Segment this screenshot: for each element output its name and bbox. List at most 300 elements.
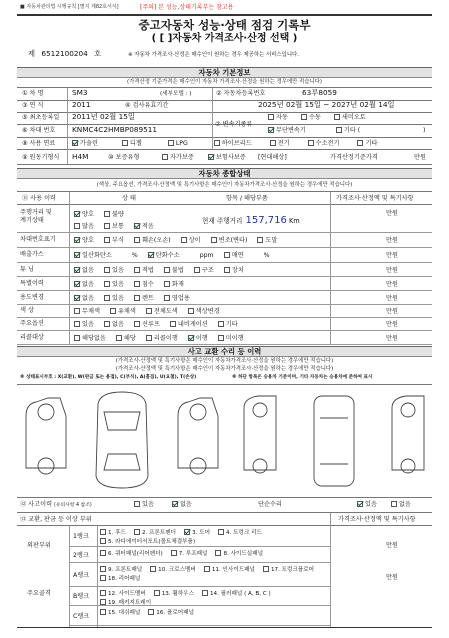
overall-row-options (74, 280, 344, 289)
rule (17, 137, 432, 138)
option-label: 없음 (82, 295, 94, 302)
checkbox[interactable] (146, 308, 152, 314)
overall-row-label: 리콜대상 (20, 334, 44, 341)
exchange-price-unit-1: 만원 (386, 542, 398, 549)
checkbox[interactable] (357, 140, 363, 146)
option-label: 적법 (141, 267, 154, 274)
checkbox[interactable] (168, 140, 174, 146)
option-label: 무단변속기 (276, 127, 306, 134)
checkbox[interactable] (122, 140, 128, 146)
checkbox[interactable] (74, 237, 80, 243)
checkbox[interactable] (148, 609, 154, 615)
overall-row-options (74, 251, 344, 260)
checkbox[interactable] (100, 566, 106, 572)
law-reference: ■ 자동차관리법 시행규칙 [별지 제82호서식] (20, 4, 119, 10)
overall-row-options (74, 307, 344, 316)
mileage-label: 현재 주행거리 (202, 217, 243, 225)
rank-label: A랭크 (73, 571, 90, 579)
mileage-unit: Km (286, 217, 300, 225)
rank-row (69, 607, 330, 626)
vin: KNMC4C2HMBP089511 (72, 125, 158, 134)
checkbox[interactable] (164, 295, 170, 301)
accident-history-options (134, 501, 192, 508)
checkbox[interactable] (104, 281, 110, 287)
option-label: 없음 (111, 321, 124, 328)
part-label: 9. 프론트패널 (108, 567, 143, 573)
checkbox[interactable] (188, 335, 194, 341)
transmission-options (268, 114, 366, 121)
checkbox[interactable] (74, 321, 80, 327)
option-label: 있음 (111, 281, 124, 288)
wheel-icon (38, 404, 54, 420)
checkbox[interactable] (334, 114, 340, 120)
option-label: 부식 (111, 237, 124, 244)
engine-label: ⑨ 원동기형식 (22, 154, 60, 161)
overall-row-label: 배출가스 (20, 251, 44, 258)
checkbox[interactable] (134, 295, 140, 301)
overall-row (17, 305, 432, 318)
overall-row (17, 264, 432, 277)
warranty-company: [현대해상] (258, 154, 287, 161)
wheel-icon (190, 404, 206, 420)
checkbox[interactable] (215, 550, 221, 556)
checkbox[interactable] (74, 281, 80, 287)
exchange-price-header: 가격조사·산정액 및 특기사항 (338, 516, 416, 523)
rule (17, 191, 432, 192)
number-suffix: 호 (94, 49, 102, 58)
part-label: 10. 크로스멤버 (158, 567, 196, 573)
checkbox[interactable] (224, 267, 230, 273)
car-name-label: ① 차 명 (22, 90, 44, 97)
overall-row-options (74, 294, 344, 303)
part-label: 6. 쿼터패널(리어펜더) (108, 551, 163, 557)
option-label: 이행 (195, 335, 208, 342)
year-label: ③ 연 식 (22, 102, 44, 109)
car-diagram-outer (20, 386, 225, 494)
checkbox[interactable] (218, 335, 224, 341)
option-label: 도말 (265, 237, 278, 244)
price-unit: 만원 (386, 210, 398, 217)
accident-history-label (20, 501, 92, 509)
unit-label: ppm (199, 252, 214, 259)
overall-subtitle: (색상, 주요옵션, 가격조사·산정액 및 특기사항은 매수인이 자동차가격조사·산정을 원하는 경우에만 적습니다) (96, 182, 353, 188)
option-label: 세미오토 (341, 114, 366, 121)
checkbox[interactable] (100, 609, 106, 615)
status-legend-2: ※ 하단 항목은 승용차 기준이며, 기타 자동차는 승용차에 준하여 표시 (232, 375, 373, 380)
warranty-label: ⑩ 보증유형 (108, 154, 140, 161)
rule (17, 164, 432, 165)
overall-row-label: 특별이력 (20, 280, 44, 287)
status-legend: ※ 상태표시부호 : X(교환), W(판금 또는 용접), C(부식), A(흠집), U(요철), T(손상) (20, 375, 197, 380)
overall-row (17, 207, 432, 233)
unit-label: % (131, 252, 138, 259)
overall-row-label: 색 상 (20, 307, 34, 314)
option-label: 영업용 (171, 295, 190, 302)
part-label: 11. 인사이드패널 (211, 567, 255, 573)
part-label: 14. 필러패널 ( A, B, C ) (210, 591, 271, 597)
checkbox[interactable] (172, 501, 178, 507)
option-label: 리콜이행 (153, 335, 178, 342)
history-label: ⑫ 사고이력 (20, 501, 53, 508)
checkbox[interactable] (74, 295, 80, 301)
option-label: LPG (175, 140, 188, 147)
checkbox[interactable] (104, 267, 110, 273)
rank-row (69, 548, 330, 563)
option-label: 상이 (188, 237, 201, 244)
part-label: 19. 패키지트레이 (108, 600, 152, 606)
rank-row (69, 588, 330, 606)
option-label: 기타 ( (343, 127, 361, 134)
checkbox[interactable] (100, 575, 106, 581)
mileage-readout (202, 215, 300, 227)
checkbox[interactable] (391, 501, 397, 507)
checkbox[interactable] (134, 281, 140, 287)
option-label: 양호 (82, 211, 94, 218)
option-label: 자동 (276, 114, 288, 121)
col-usage: ⑪ 사용 이력 (22, 195, 57, 202)
price-basis-unit: 만원 (414, 154, 426, 161)
rule (17, 512, 432, 513)
option-label: 훼손(오손) (141, 237, 171, 244)
reg-no-label: ② 자동차등록번호 (216, 90, 266, 97)
overall-row (17, 318, 432, 331)
checkbox[interactable] (308, 140, 314, 146)
checkbox[interactable] (74, 335, 80, 341)
checkbox[interactable] (134, 321, 140, 327)
rank-items (100, 590, 328, 608)
checkbox[interactable] (104, 211, 110, 217)
rule (17, 627, 432, 628)
option-label: 적음 (141, 223, 154, 230)
option-label: 해당 (123, 335, 136, 342)
checkbox[interactable] (104, 223, 110, 229)
checkbox[interactable] (257, 237, 263, 243)
close-paren: ) (423, 127, 426, 134)
transmission-options-row2 (268, 127, 360, 134)
checkbox[interactable] (263, 566, 269, 572)
part-label: 16. 플로어패널 (156, 610, 194, 616)
checkbox[interactable] (181, 237, 187, 243)
overall-row-label: 주행거리 및 계기상태 (20, 209, 52, 224)
price-service-note: ※ 자동차 가격조사·산정은 매수인이 원하는 경우 제공하는 서비스입니다. (128, 52, 299, 58)
rule (67, 88, 68, 164)
record-number (28, 50, 101, 58)
option-label: 불량 (111, 211, 124, 218)
price-unit: 만원 (386, 308, 398, 315)
warranty-options (162, 154, 246, 161)
rule (330, 513, 331, 627)
year: 2011 (72, 100, 91, 109)
checkbox[interactable] (134, 501, 140, 507)
checkbox[interactable] (188, 308, 194, 314)
checkbox[interactable] (268, 127, 274, 133)
checkbox[interactable] (164, 281, 170, 287)
part-label: 4. 트렁크 리드 (226, 530, 262, 536)
checkbox[interactable] (208, 154, 214, 160)
rank-items (100, 609, 328, 618)
option-label: 없음 (82, 281, 94, 288)
rule (17, 149, 432, 150)
checkbox[interactable] (194, 267, 200, 273)
accident-subtitle-1: (가격조사·산정액 및 특기사항은 매수인이 자동차가격조사·산정을 원하는 경우에만 적습니다) (115, 358, 334, 364)
option-label: 없음 (398, 501, 411, 508)
overall-row-label: 주요옵션 (20, 320, 44, 327)
basic-info-subtitle: (가격산정 기준가격은 매수인이 자동차 가격조사·산정을 원하는 경우에만 적습니다) (127, 79, 322, 85)
frame-center (314, 396, 354, 486)
option-label: 있음 (111, 267, 124, 274)
simple-repair-label: 단순수리 (258, 501, 282, 508)
part-label: 17. 트렁크플로어 (270, 567, 315, 573)
part-label: 3. 도어 (192, 530, 211, 536)
checkbox[interactable] (268, 114, 274, 120)
car-name: SM3 (72, 88, 88, 97)
option-label: 가솔린 (80, 140, 98, 147)
checkbox[interactable] (110, 308, 116, 314)
price-unit: 만원 (386, 252, 398, 259)
rule (17, 497, 432, 498)
option-label: 장치 (231, 267, 244, 274)
option-label: 양호 (82, 237, 94, 244)
option-label: 침수 (141, 281, 154, 288)
checkbox[interactable] (171, 550, 177, 556)
overall-row-options (74, 266, 344, 275)
overall-row (17, 249, 432, 263)
simple-repair-options (357, 501, 411, 508)
col-state: 상 태 (122, 195, 136, 202)
overall-row-options (74, 236, 344, 245)
rule (17, 204, 432, 205)
option-label: 수소전기 (315, 140, 340, 147)
rank-row (69, 564, 330, 587)
col-items: 항목 / 해당부품 (226, 195, 268, 202)
part-label: 18. 리어패널 (108, 576, 141, 582)
inspection-label: ④ 검사유효기간 (125, 102, 169, 109)
rank-label: B랭크 (73, 593, 90, 600)
price-basis-label: 가격산정기준가격 (330, 154, 378, 161)
checkbox[interactable] (218, 529, 224, 535)
checkbox[interactable] (134, 223, 140, 229)
checkbox[interactable] (134, 529, 140, 535)
checkbox[interactable] (336, 127, 342, 133)
checkbox[interactable] (100, 599, 106, 605)
car-diagram-frame (236, 386, 432, 494)
overall-row (17, 234, 432, 248)
car-top (96, 392, 148, 488)
option-label: 렌트 (141, 295, 154, 302)
checkbox[interactable] (116, 335, 122, 341)
checkbox[interactable] (100, 550, 106, 556)
checkbox[interactable] (204, 566, 210, 572)
option-label: 탄화수소 (155, 252, 180, 259)
overall-row (17, 278, 432, 291)
rank-label: 2랭크 (73, 551, 89, 559)
overall-row-label: 튜 닝 (20, 266, 34, 273)
checkbox[interactable] (224, 252, 230, 258)
col-price: 가격조사·산정액 및 특기사항 (336, 195, 414, 202)
wheel-icon (253, 403, 267, 417)
option-label: 전체도색 (153, 308, 178, 315)
exchange-header: ⑬ 교환, 판금 등 이상 부위 (20, 516, 92, 523)
checkbox[interactable] (134, 237, 140, 243)
transmission-label: ⑦ 변속기종류 (215, 121, 253, 128)
part-label: 1. 후드 (108, 530, 126, 536)
option-label: 매연 (231, 252, 244, 259)
first-reg-label: ⑤ 최초등록일 (22, 114, 60, 121)
option-label: 미이행 (225, 335, 244, 342)
wheel-icon (38, 458, 54, 474)
part-label: 7. 루프패널 (178, 551, 208, 557)
option-label: 디젤 (129, 140, 142, 147)
page-subtitle: ( [ ]자동차 가격조사·산정 선택 ) (151, 33, 298, 44)
part-label: 13. 휠하우스 (161, 591, 194, 597)
fuel-options (72, 140, 377, 147)
checkbox[interactable] (100, 590, 106, 596)
wheel-icon (401, 459, 415, 473)
engine: H4M (72, 152, 89, 161)
option-label: 있음 (142, 501, 154, 508)
accident-subtitle-2: (가격조사·산정액 및 특기사항은 매수인이 자동차가격조사·산정을 원하는 경우에만 적습니다) (115, 366, 334, 372)
rule (17, 384, 432, 385)
checkbox[interactable] (134, 267, 140, 273)
car-side-right (178, 398, 218, 468)
checkbox[interactable] (301, 114, 307, 120)
rank-items (100, 529, 328, 547)
price-unit: 만원 (386, 335, 398, 342)
rank-items (100, 550, 328, 559)
option-label: 유채색 (117, 308, 136, 315)
option-label: 보험사보증 (215, 154, 246, 161)
part-label: 8. 사이드실패널 (223, 551, 263, 557)
checkbox[interactable] (74, 267, 80, 273)
option-label: 있음 (365, 501, 377, 508)
outer-panel-label: 외판부위 (27, 542, 51, 549)
checkbox[interactable] (146, 335, 152, 341)
checkbox[interactable] (104, 237, 110, 243)
option-label: 기타 (365, 140, 378, 147)
option-label: 있음 (111, 295, 124, 302)
top-rule (17, 14, 432, 16)
price-unit: 만원 (386, 321, 398, 328)
accident-header: 사고 교환 수리 등 이력 (17, 346, 432, 357)
option-label: 불법 (171, 267, 184, 274)
checkbox[interactable] (202, 590, 208, 596)
rank-label: 1랭크 (73, 533, 89, 540)
part-label: 2. 프론트펜더 (141, 530, 177, 536)
option-label: 하이브리드 (221, 140, 252, 147)
checkbox[interactable] (170, 321, 176, 327)
vin-label: ⑥ 차대 번호 (22, 127, 56, 134)
option-label: 많음 (82, 223, 94, 230)
inspection-period: 2025년 02월 15일 ~ 2027년 02월 14일 (258, 100, 395, 109)
rank-row (69, 527, 330, 547)
option-label: 화재 (171, 281, 184, 288)
car-side-left (26, 398, 66, 468)
checkbox[interactable] (72, 140, 78, 146)
option-label: 전기 (277, 140, 290, 147)
rule (17, 525, 432, 526)
rank-label: C랭크 (73, 612, 90, 620)
mileage-value: 157,716 (242, 215, 287, 226)
overall-row-options (74, 334, 344, 343)
number-prefix: 제 (28, 49, 36, 58)
price-unit: 만원 (386, 267, 398, 274)
option-label: 변조(변타) (218, 237, 248, 244)
price-unit: 만원 (386, 237, 398, 244)
fuel-label: ⑧ 사용 연료 (22, 140, 56, 147)
option-label: 수동 (308, 114, 321, 121)
notice-text: [주의] 본 성능,상태기록부는 참고용 (140, 4, 234, 11)
option-label: 무채색 (82, 308, 100, 315)
option-label: 있음 (82, 321, 94, 328)
overall-row-label: 용도변경 (20, 294, 44, 301)
overall-row-label: 차대번호표기 (20, 236, 56, 243)
wheel-icon (190, 458, 206, 474)
page-title: 중고자동차 성능·상태 점검 기록부 (138, 18, 311, 32)
rank-items (100, 566, 328, 584)
overall-header: 자동차 종합상태 (17, 168, 432, 179)
overall-row (17, 292, 432, 305)
checkbox[interactable] (100, 529, 106, 535)
overall-row (17, 332, 432, 345)
wheel-icon (253, 459, 267, 473)
option-label: 색상변경 (195, 308, 220, 315)
history-note: (유의사항 4 참조) (54, 503, 92, 508)
checkbox[interactable] (148, 252, 154, 258)
part-label: 15. 대쉬패널 (108, 610, 141, 616)
overall-row-options (74, 320, 344, 329)
option-label: 없음 (82, 267, 94, 274)
checkbox[interactable] (74, 223, 80, 229)
option-label: 보통 (111, 223, 124, 230)
checkbox[interactable] (214, 140, 220, 146)
option-label: 내비게이션 (177, 321, 208, 328)
option-label: 기타 (225, 321, 238, 328)
checkbox[interactable] (162, 154, 168, 160)
option-label: 구조 (201, 267, 214, 274)
checkbox[interactable] (74, 211, 80, 217)
option-label: 자가보증 (170, 154, 194, 161)
option-label: 선루프 (141, 321, 160, 328)
detail-model-label: (세부모델 : ) (160, 91, 192, 97)
part-label: 5. 라디에이터서포트(볼트체결부품) (108, 539, 196, 545)
checkbox[interactable] (74, 308, 80, 314)
checkbox[interactable] (211, 237, 217, 243)
option-label: 해당없음 (82, 335, 106, 342)
checkbox[interactable] (164, 267, 170, 273)
unit-label: % (263, 252, 270, 259)
checkbox[interactable] (100, 538, 106, 544)
checkbox[interactable] (218, 321, 224, 327)
checkbox[interactable] (357, 501, 363, 507)
checkbox[interactable] (104, 321, 110, 327)
part-label: 12. 사이드멤버 (108, 591, 146, 597)
wheel-icon (401, 403, 415, 417)
number-value: 6512100204 (41, 49, 88, 58)
major-frame-label: 주요골격 (27, 590, 51, 597)
checkbox[interactable] (154, 590, 160, 596)
checkbox[interactable] (74, 252, 80, 258)
checkbox[interactable] (270, 140, 276, 146)
option-label: 없음 (179, 501, 192, 508)
price-unit: 만원 (386, 295, 398, 302)
reg-no: 63루8059 (302, 88, 337, 97)
checkbox[interactable] (150, 566, 156, 572)
price-unit: 만원 (386, 281, 398, 288)
checkbox[interactable] (104, 295, 110, 301)
checkbox[interactable] (184, 529, 190, 535)
exchange-price-unit-2: 만원 (386, 574, 398, 581)
basic-info-header: 자동차 기본정보 (17, 67, 432, 78)
